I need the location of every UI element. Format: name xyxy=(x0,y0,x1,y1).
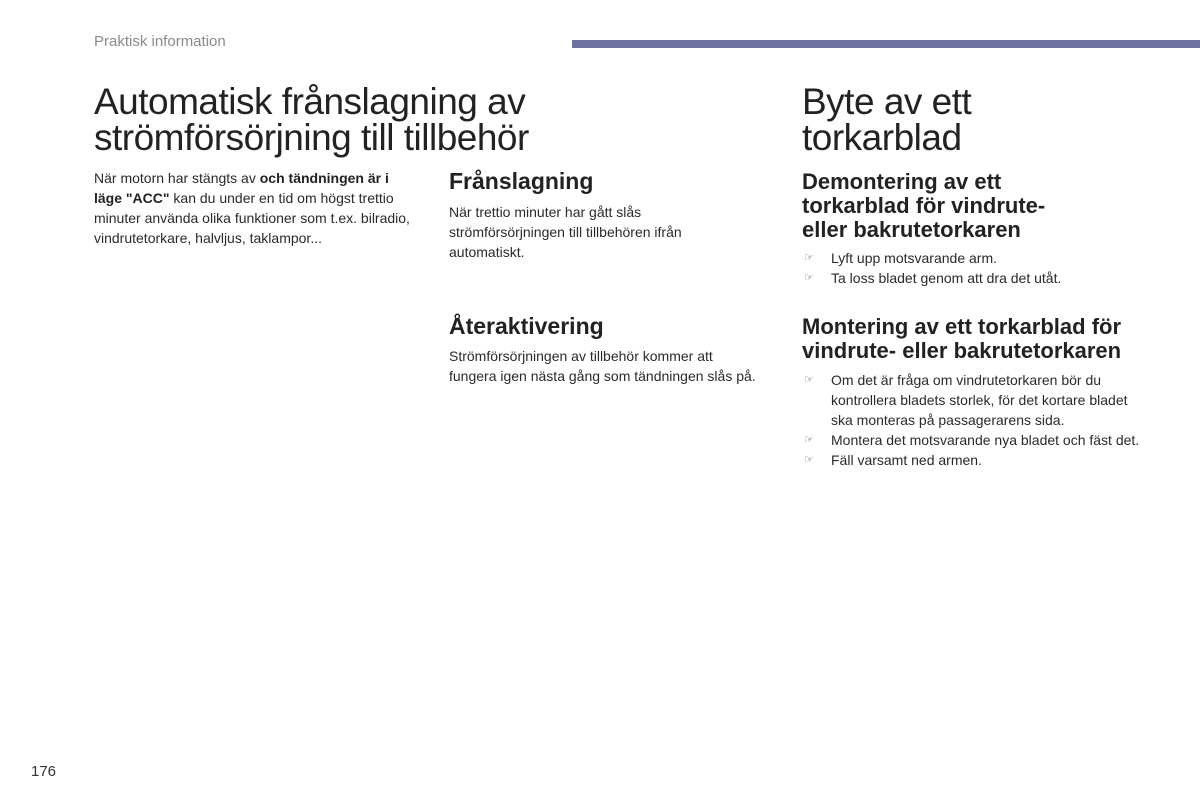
heading-ateraktivering: Återaktivering xyxy=(449,313,604,339)
step-text: Ta loss bladet genom att dra det utåt. xyxy=(831,270,1062,286)
section-franslagning xyxy=(449,168,759,262)
heading-franslagning: Frånslagning xyxy=(449,168,594,194)
step-text: Montera det motsvarande nya bladet och fäst det. xyxy=(831,432,1140,448)
section-demontering xyxy=(802,170,1142,288)
heading-demontering xyxy=(802,170,1142,242)
step-text: Lyft upp motsvarande arm. xyxy=(831,250,998,266)
list-item xyxy=(802,268,1142,288)
section-montering xyxy=(802,315,1142,470)
title-line: Automatisk frånslagning av xyxy=(94,81,526,122)
heading-line: Demontering av ett xyxy=(802,169,1002,194)
intro-bold-text: och tändningen är i läge "ACC" xyxy=(94,170,389,206)
pointing-hand-icon: ☞ xyxy=(804,454,814,466)
section-title-auto-shutoff xyxy=(94,81,529,158)
list-item xyxy=(802,430,1142,450)
intro-paragraph xyxy=(94,168,414,248)
section-ateraktivering xyxy=(449,313,759,386)
pointing-hand-icon: ☞ xyxy=(804,272,814,284)
step-text: Om det är fråga om vindrutetorkaren bör du kontrollera bladets storlek, för det kortare bladet ska monteras på passagerarens sida. xyxy=(831,372,1128,428)
title-line: torkarblad xyxy=(802,117,962,158)
running-head: Praktisk information xyxy=(94,33,226,50)
pointing-hand-icon: ☞ xyxy=(804,434,814,446)
step-text: Fäll varsamt ned armen. xyxy=(831,452,982,468)
text-ateraktivering: Strömförsörjningen av tillbehör kommer att fungera igen nästa gång som tändningen slås på. xyxy=(449,348,756,384)
section-title-wiper-blade xyxy=(802,81,972,158)
list-item xyxy=(802,450,1142,470)
steps-list-montering xyxy=(802,370,1142,470)
text-franslagning: När trettio minuter har gått slås strömförsörjningen till tillbehören ifrån automatiskt. xyxy=(449,204,682,260)
heading-line: eller bakrutetorkaren xyxy=(802,217,1021,242)
steps-list-demontering xyxy=(802,248,1142,288)
list-item xyxy=(802,370,1142,430)
title-line: strömförsörjning till tillbehör xyxy=(94,117,529,158)
pointing-hand-icon: ☞ xyxy=(804,374,814,386)
intro-text-start: När motorn har stängts av xyxy=(94,170,260,186)
heading-montering xyxy=(802,315,1142,363)
list-item xyxy=(802,248,1142,268)
intro-text-end: kan du under en tid om högst trettio minuter använda olika funktioner som t.ex. bilradio, vindrutetorkare, halvljus, taklampor... xyxy=(94,190,410,246)
heading-line: torkarblad för vindrute- xyxy=(802,193,1046,218)
header-rule xyxy=(572,40,1200,48)
title-line: Byte av ett xyxy=(802,81,972,122)
heading-line: vindrute- eller bakrutetorkaren xyxy=(802,338,1122,363)
pointing-hand-icon: ☞ xyxy=(804,252,814,264)
page-number: 176 xyxy=(31,763,57,780)
heading-line: Montering av ett torkarblad för xyxy=(802,314,1122,339)
